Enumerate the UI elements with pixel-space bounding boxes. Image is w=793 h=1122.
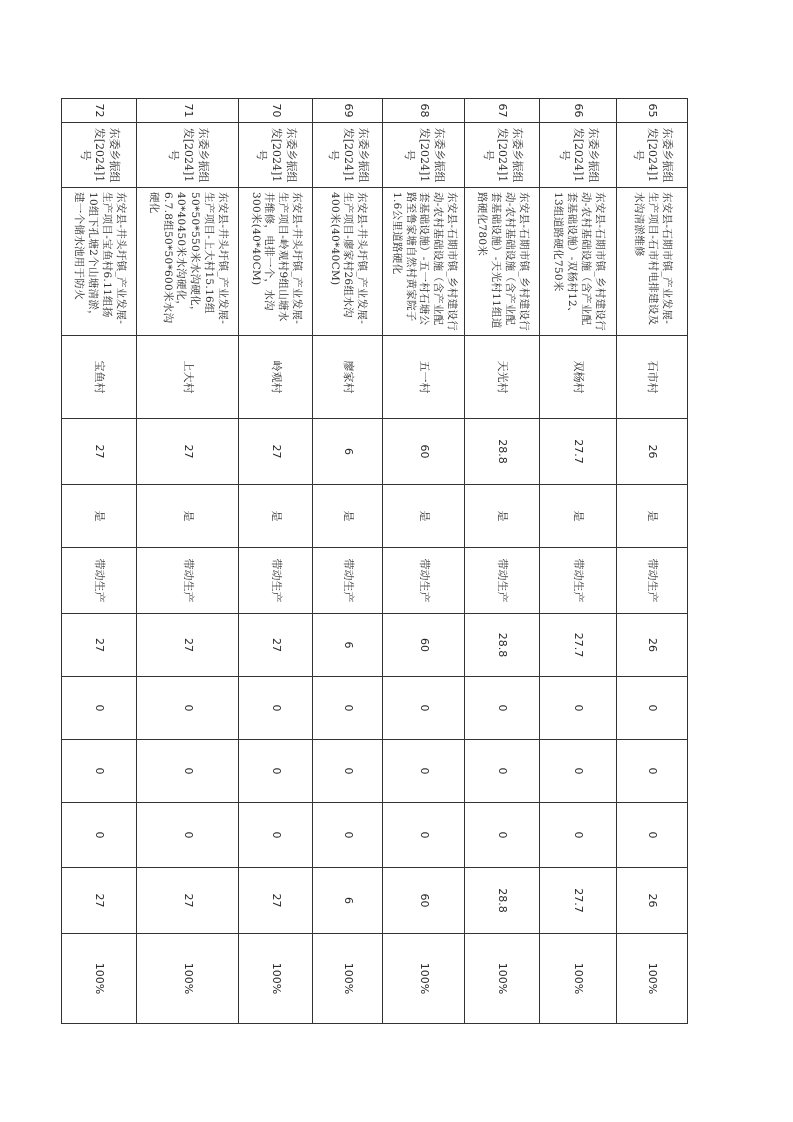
flag-cell: 是 — [313, 485, 383, 548]
zero-value-1: 0 — [313, 677, 383, 740]
zero-value-1: 0 — [383, 677, 465, 740]
flag-cell: 是 — [540, 485, 617, 548]
zero-value-3: 0 — [313, 803, 383, 868]
total-funds: 27 — [137, 614, 239, 677]
project-fund-table — [61, 98, 688, 1024]
project-content: 东安县-石期市镇_乡村建设行动-农村基础设施（含产业配套基础设施）-双杨村12、13组道路硬化750米 — [540, 188, 617, 336]
total-funds: 28.8 — [465, 614, 540, 677]
document-number: 东委乡振组发[2024]1号 — [383, 123, 465, 188]
benefit-mechanism: 带动生产 — [465, 548, 540, 614]
project-content: 东安县-井头圩镇_产业发展-生产项目-廖家村26组水沟400米(40*40CM) — [313, 188, 383, 336]
total-funds: 6 — [313, 614, 383, 677]
total-funds: 27.7 — [540, 614, 617, 677]
zero-value-1: 0 — [540, 677, 617, 740]
zero-value-3: 0 — [465, 803, 540, 868]
zero-value-3: 0 — [62, 803, 137, 868]
fund-amount: 26 — [617, 419, 688, 485]
document-number: 东委乡振组发[2024]1号 — [540, 123, 617, 188]
row-number: 71 — [137, 99, 239, 123]
fund-amount: 27 — [137, 419, 239, 485]
total-funds: 60 — [383, 614, 465, 677]
paid-amount: 27.7 — [540, 868, 617, 934]
zero-value-3: 0 — [137, 803, 239, 868]
zero-value-1: 0 — [62, 677, 137, 740]
fund-amount: 27 — [62, 419, 137, 485]
table-row — [383, 99, 465, 1024]
flag-cell: 是 — [137, 485, 239, 548]
table-row — [617, 99, 688, 1024]
zero-value-2: 0 — [313, 740, 383, 803]
table-row — [62, 99, 137, 1024]
document-number: 东委乡振组发[2024]1号 — [62, 123, 137, 188]
project-content: 东安县-石期市镇_产业发展-生产项目-石市村电排建设及水沟清淤维修 — [617, 188, 688, 336]
completion-rate: 100% — [383, 934, 465, 1024]
document-number: 东委乡振组发[2024]1号 — [617, 123, 688, 188]
village-name: 廖家村 — [313, 336, 383, 419]
project-content: 东安县-石期市镇_乡村建设行动-农村基础设施（含产业配套基础设施）-五一村石塘公路至鲁家塘自然村黄家院子1.6公里道路硬化 — [383, 188, 465, 336]
zero-value-1: 0 — [465, 677, 540, 740]
fund-amount: 60 — [383, 419, 465, 485]
village-name: 岭观村 — [239, 336, 313, 419]
completion-rate: 100% — [465, 934, 540, 1024]
row-number: 68 — [383, 99, 465, 123]
completion-rate: 100% — [313, 934, 383, 1024]
benefit-mechanism: 带动生产 — [137, 548, 239, 614]
table-row — [313, 99, 383, 1024]
document-number: 东委乡振组发[2024]1号 — [313, 123, 383, 188]
zero-value-1: 0 — [239, 677, 313, 740]
document-number: 东委乡振组发[2024]1号 — [137, 123, 239, 188]
flag-cell: 是 — [383, 485, 465, 548]
project-content: 东安县-井头圩镇_产业发展-生产项目-岭观村9组山塘水井维修，电排一个，水沟300米(40*40CM) — [239, 188, 313, 336]
village-name: 天光村 — [465, 336, 540, 419]
village-name: 石市村 — [617, 336, 688, 419]
paid-amount: 60 — [383, 868, 465, 934]
paid-amount: 28.8 — [465, 868, 540, 934]
zero-value-3: 0 — [540, 803, 617, 868]
zero-value-1: 0 — [137, 677, 239, 740]
project-content: 东安县-井头圩镇_产业发展-生产项目-上大村15.16组50*50*550米水沟硬化，40*40450米水沟硬化，6.7.8组50*50*600米水沟硬化 — [137, 188, 239, 336]
table-row — [540, 99, 617, 1024]
benefit-mechanism: 带动生产 — [383, 548, 465, 614]
zero-value-3: 0 — [239, 803, 313, 868]
fund-amount: 27.7 — [540, 419, 617, 485]
zero-value-1: 0 — [617, 677, 688, 740]
total-funds: 26 — [617, 614, 688, 677]
village-name: 宝鱼村 — [62, 336, 137, 419]
zero-value-3: 0 — [617, 803, 688, 868]
zero-value-3: 0 — [383, 803, 465, 868]
completion-rate: 100% — [617, 934, 688, 1024]
village-name: 双杨村 — [540, 336, 617, 419]
flag-cell: 是 — [617, 485, 688, 548]
document-number: 东委乡振组发[2024]1号 — [465, 123, 540, 188]
flag-cell: 是 — [62, 485, 137, 548]
table-row — [239, 99, 313, 1024]
fund-amount: 28.8 — [465, 419, 540, 485]
document-number: 东委乡振组发[2024]1号 — [239, 123, 313, 188]
benefit-mechanism: 带动生产 — [239, 548, 313, 614]
fund-amount: 6 — [313, 419, 383, 485]
table-row — [137, 99, 239, 1024]
total-funds: 27 — [62, 614, 137, 677]
zero-value-2: 0 — [617, 740, 688, 803]
row-number: 70 — [239, 99, 313, 123]
project-content: 东安县-井头圩镇_产业发展-生产项目-宝鱼村6.11组扬10组下孔塘2个山塘清淤，建一个储水池用于防火 — [62, 188, 137, 336]
completion-rate: 100% — [239, 934, 313, 1024]
zero-value-2: 0 — [383, 740, 465, 803]
benefit-mechanism: 带动生产 — [617, 548, 688, 614]
fund-amount: 27 — [239, 419, 313, 485]
row-number: 66 — [540, 99, 617, 123]
village-name: 五一村 — [383, 336, 465, 419]
project-content: 东安县-石期市镇_乡村建设行动-农村基础设施（含产业配套基础设施）-天光村11组道路硬化780米 — [465, 188, 540, 336]
benefit-mechanism: 带动生产 — [62, 548, 137, 614]
row-number: 65 — [617, 99, 688, 123]
benefit-mechanism: 带动生产 — [540, 548, 617, 614]
benefit-mechanism: 带动生产 — [313, 548, 383, 614]
paid-amount: 6 — [313, 868, 383, 934]
total-funds: 27 — [239, 614, 313, 677]
row-number: 67 — [465, 99, 540, 123]
zero-value-2: 0 — [540, 740, 617, 803]
row-number: 72 — [62, 99, 137, 123]
paid-amount: 27 — [62, 868, 137, 934]
completion-rate: 100% — [62, 934, 137, 1024]
paid-amount: 27 — [137, 868, 239, 934]
paid-amount: 27 — [239, 868, 313, 934]
zero-value-2: 0 — [239, 740, 313, 803]
row-number: 69 — [313, 99, 383, 123]
zero-value-2: 0 — [137, 740, 239, 803]
completion-rate: 100% — [540, 934, 617, 1024]
flag-cell: 是 — [465, 485, 540, 548]
village-name: 上大村 — [137, 336, 239, 419]
zero-value-2: 0 — [62, 740, 137, 803]
paid-amount: 26 — [617, 868, 688, 934]
flag-cell: 是 — [239, 485, 313, 548]
rotated-table-sheet — [73, 98, 688, 995]
completion-rate: 100% — [137, 934, 239, 1024]
table-row — [465, 99, 540, 1024]
zero-value-2: 0 — [465, 740, 540, 803]
